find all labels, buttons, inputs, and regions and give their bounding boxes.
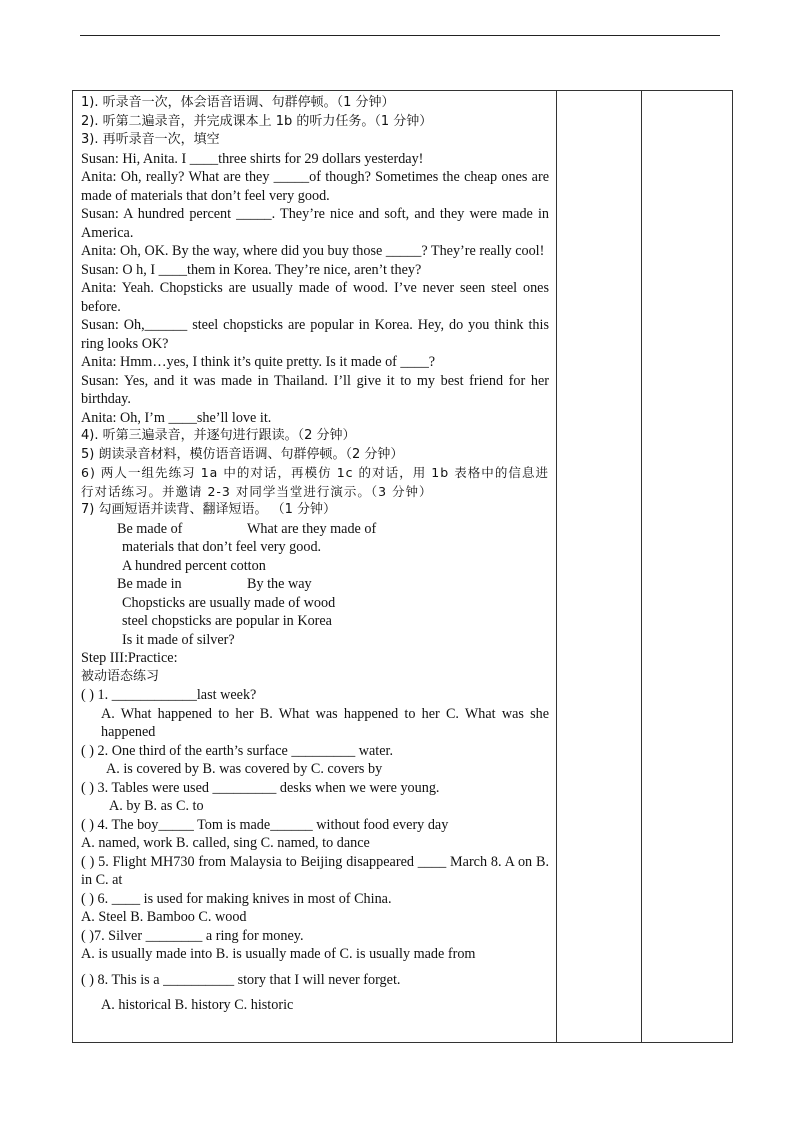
step-4-follow-read: 4). 听第三遍录音，并逐句进行跟读。（2 分钟） — [81, 428, 356, 443]
question-5: ( ) 5. Flight MH730 from Malaysia to Beijing disappeared ____ March 8. A on B. in C. at — [81, 853, 549, 888]
question-3: ( ) 3. Tables were used _________ desks when we were young. — [81, 779, 440, 796]
dialogue-line: Susan: Hi, Anita. I ____three shirts for 29 dollars yesterday! — [81, 150, 424, 167]
question-2: ( ) 2. One third of the earth’s surface _________ water. — [81, 742, 394, 759]
question-8-options: A. historical B. history C. historic — [101, 997, 294, 1013]
dialogue-line: Anita: Yeah. Chopsticks are usually made of wood. I’ve never seen steel ones before. — [81, 280, 549, 315]
phrase: What are they made of — [247, 520, 377, 537]
phrase: steel chopsticks are popular in Korea — [122, 613, 332, 629]
step-3-fill-blanks: 3). 再听录音一次，填空 — [81, 132, 220, 147]
phrase: A hundred percent cotton — [122, 557, 266, 574]
question-7: ( )7. Silver ________ a ring for money. — [81, 927, 304, 944]
phrase-row — [81, 575, 549, 594]
question-6-options: A. Steel B. Bamboo C. wood — [81, 909, 247, 925]
step-7-phrases: 7) 勾画短语并读背、翻译短语。 （1 分钟） — [81, 502, 337, 517]
practice-heading: Step III:Practice: — [81, 650, 178, 666]
header-rule — [80, 35, 720, 36]
phrase: Be made of — [117, 520, 183, 537]
question-6: ( ) 6. ____ is used for making knives in most of China. — [81, 890, 392, 907]
lesson-table — [72, 90, 733, 1043]
question-3-options: A. by B. as C. to — [109, 798, 204, 814]
dialogue-line: Susan: Yes, and it was made in Thailand. I’ll give it to my best friend for her birthday. — [81, 372, 549, 407]
column-divider-1 — [556, 91, 557, 1042]
phrase: Chopsticks are usually made of wood — [122, 594, 336, 611]
question-4: ( ) 4. The boy_____ Tom is made______ without food every day — [81, 816, 449, 833]
question-7-options: A. is usually made into B. is usually made of C. is usually made from — [81, 946, 476, 962]
column-divider-2 — [641, 91, 642, 1042]
phrase: By the way — [247, 576, 312, 592]
phrase: Is it made of silver? — [122, 631, 235, 648]
dialogue-line: Susan: O h, I ____them in Korea. They’re nice, aren’t they? — [81, 261, 422, 278]
step-2-listen-twice: 2). 听第二遍录音，并完成课本上 1b 的听力任务。（1 分钟） — [81, 113, 433, 129]
question-1-options: A. What happened to her B. What was happened to her C. What was she happened — [101, 705, 549, 740]
phrase: materials that don’t feel very good. — [122, 539, 322, 555]
dialogue-line: Susan: Oh,______ steel chopsticks are popular in Korea. Hey, do you think this ring looks OK? — [81, 317, 549, 352]
dialogue-line: Susan: A hundred percent _____. They’re nice and soft, and they were made in America. — [81, 206, 549, 241]
question-1: ( ) 1. ____________last week? — [81, 687, 257, 703]
dialogue-line: Anita: Oh, OK. By the way, where did you buy those _____? They’re really cool! — [81, 243, 545, 259]
main-cell — [81, 94, 549, 1015]
phrase: Be made in — [117, 576, 182, 592]
step-5-read-aloud: 5) 朗读录音材料，模仿语音语调、句群停顿。（2 分钟） — [81, 446, 404, 462]
dialogue-line: Anita: Oh, really? What are they _____of though? Sometimes the cheap ones are made of materials that don’t feel very good. — [81, 169, 549, 204]
dialogue-line: Anita: Oh, I’m ____she’ll love it. — [81, 409, 272, 426]
practice-subtitle: 被动语态练习 — [81, 668, 160, 684]
step-1-listen-once: 1). 听录音一次，体会语音语调、句群停顿。（1 分钟） — [81, 95, 395, 110]
question-2-options: A. is covered by B. was covered by C. covers by — [106, 761, 383, 777]
question-8: ( ) 8. This is a __________ story that I will never forget. — [81, 971, 401, 988]
step-6-pair-work: 6) 两人一组先练习 1a 中的对话，再模仿 1c 的对话，用 1b 表格中的信息进行对话练习。并邀请 2-3 对同学当堂进行演示。（3 分钟） — [81, 465, 549, 499]
question-4-options: A. named, work B. called, sing C. named, to dance — [81, 835, 370, 851]
dialogue-line: Anita: Hmm…yes, I think it’s quite pretty. Is it made of ____? — [81, 354, 436, 370]
phrase-row — [81, 520, 549, 539]
